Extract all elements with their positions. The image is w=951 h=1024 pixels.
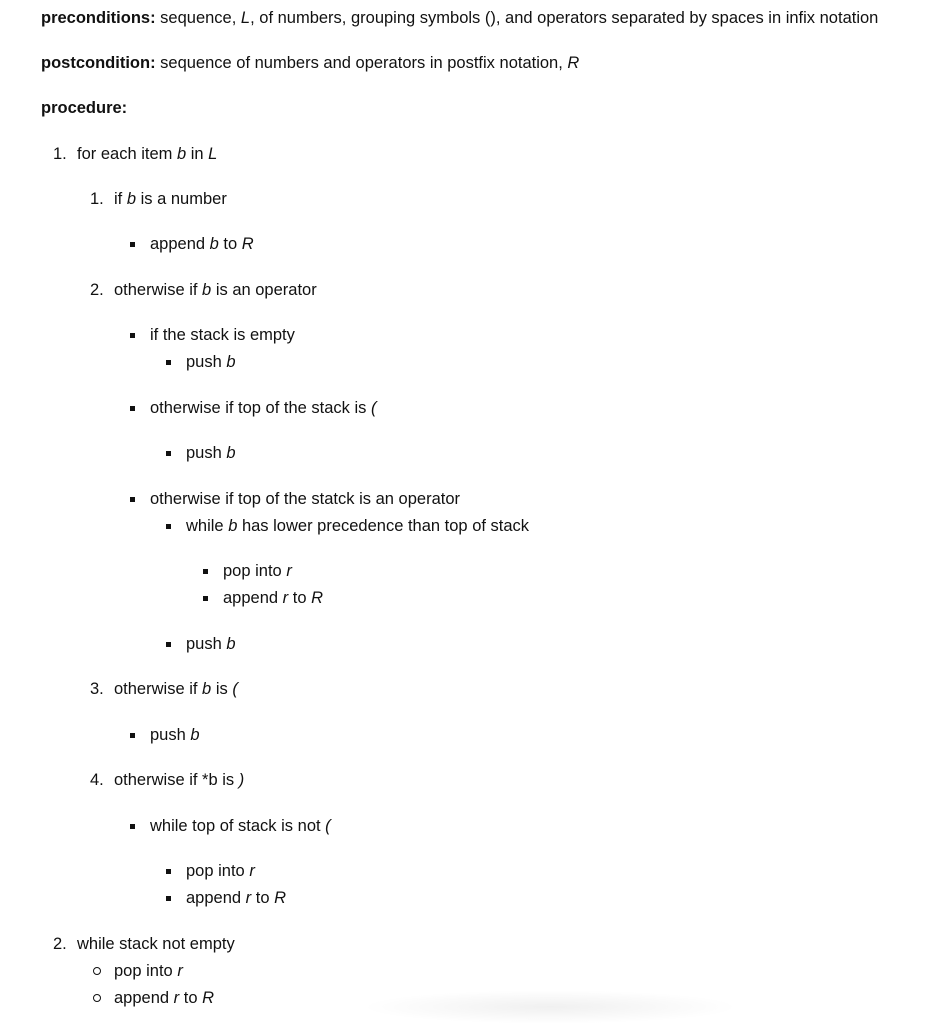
text: otherwise if top of the statck is an operator <box>150 490 460 508</box>
list-item <box>150 398 377 418</box>
text: push <box>186 353 227 371</box>
step-number: 2. <box>90 281 104 299</box>
list-item <box>150 234 254 254</box>
text: append <box>186 889 246 907</box>
text: push <box>150 726 191 744</box>
square-bullet-icon <box>130 242 135 247</box>
var-b: b <box>202 281 212 299</box>
text: is a number <box>136 190 227 208</box>
list-item <box>186 861 255 881</box>
text: is <box>211 680 233 698</box>
square-bullet-icon <box>166 524 171 529</box>
list-item-step-1-4 <box>90 770 245 790</box>
text: if <box>114 190 127 208</box>
square-bullet-icon <box>130 824 135 829</box>
list-item <box>186 352 236 372</box>
text: has lower precedence than top of stack <box>237 517 530 535</box>
text: to <box>251 889 275 907</box>
var-b: b <box>176 145 187 163</box>
text: append <box>150 235 210 253</box>
list-item <box>150 325 295 345</box>
square-bullet-icon <box>130 733 135 738</box>
text: push <box>186 635 227 653</box>
var-R: R <box>241 235 254 253</box>
list-item-step-2 <box>53 934 235 954</box>
step-number: 1. <box>90 190 104 208</box>
square-bullet-icon <box>166 642 171 647</box>
var-r: r <box>249 862 255 880</box>
list-item <box>150 489 460 509</box>
list-item-step-1-3 <box>90 679 238 699</box>
list-item <box>186 443 236 463</box>
preconditions-line <box>41 8 878 28</box>
paren: ( <box>325 817 331 835</box>
text: is an operator <box>211 281 317 299</box>
paren: ( <box>232 680 238 698</box>
list-item <box>186 888 286 908</box>
list-item <box>150 725 200 745</box>
var-b: b <box>228 517 238 535</box>
square-bullet-icon <box>130 497 135 502</box>
text: pop into <box>114 962 178 980</box>
step-number: 3. <box>90 680 104 698</box>
bottom-shadow <box>360 990 740 1024</box>
var-r: r <box>173 989 180 1007</box>
var-R: R <box>567 54 580 72</box>
var-R: R <box>202 989 215 1007</box>
text: while top of stack is not <box>150 817 326 835</box>
square-bullet-icon <box>130 333 135 338</box>
square-bullet-icon <box>166 896 171 901</box>
text: otherwise if *b is <box>114 771 239 789</box>
square-bullet-icon <box>166 451 171 456</box>
text: push <box>186 444 227 462</box>
var-b: b <box>226 444 236 462</box>
square-bullet-icon <box>166 360 171 365</box>
text: otherwise if <box>114 281 203 299</box>
list-item <box>186 516 529 536</box>
square-bullet-icon <box>203 596 208 601</box>
text: otherwise if top of the stack is <box>150 399 372 417</box>
var-b: b <box>209 235 219 253</box>
text: in <box>186 145 209 163</box>
text: sequence, <box>155 9 241 27</box>
var-r: r <box>177 962 183 980</box>
text: otherwise if <box>114 680 203 698</box>
text: to <box>179 989 203 1007</box>
var-R: R <box>274 889 287 907</box>
postcondition-line <box>41 53 579 73</box>
var-R: R <box>311 589 324 607</box>
text: while <box>186 517 229 535</box>
circle-bullet-icon <box>93 994 101 1002</box>
list-item <box>114 988 214 1008</box>
text: if the stack is empty <box>150 326 295 344</box>
paren: ) <box>238 771 245 789</box>
list-item <box>150 816 331 836</box>
var-b: b <box>226 353 236 371</box>
text: to <box>288 589 312 607</box>
text: append <box>223 589 283 607</box>
text: pop into <box>223 562 287 580</box>
preconditions-label: preconditions: <box>41 9 156 27</box>
postcondition-label: postcondition: <box>41 54 156 72</box>
text: sequence of numbers and operators in postfix notation, <box>155 54 568 72</box>
text: to <box>218 235 242 253</box>
paren: ( <box>371 399 377 417</box>
step-number: 2. <box>53 935 67 953</box>
procedure-label: procedure: <box>41 99 128 117</box>
list-item <box>223 561 292 581</box>
list-item-step-1 <box>53 144 218 164</box>
text: , of numbers, grouping symbols (), and operators separated by spaces in infix notation <box>250 9 879 27</box>
var-L: L <box>240 9 251 27</box>
var-L: L <box>208 145 218 163</box>
square-bullet-icon <box>166 869 171 874</box>
var-r: r <box>245 889 252 907</box>
square-bullet-icon <box>203 569 208 574</box>
list-item <box>186 634 236 654</box>
list-item-step-1-1 <box>90 189 227 209</box>
step-number: 4. <box>90 771 104 789</box>
var-b: b <box>202 680 212 698</box>
var-r: r <box>286 562 292 580</box>
text: for each item <box>77 145 177 163</box>
var-b: b <box>226 635 236 653</box>
var-b: b <box>126 190 137 208</box>
var-b: b <box>190 726 200 744</box>
text: pop into <box>186 862 250 880</box>
list-item <box>114 961 183 981</box>
step-number: 1. <box>53 145 67 163</box>
text: append <box>114 989 174 1007</box>
list-item <box>223 588 323 608</box>
circle-bullet-icon <box>93 967 101 975</box>
text: while stack not empty <box>77 935 235 953</box>
square-bullet-icon <box>130 406 135 411</box>
var-r: r <box>282 589 289 607</box>
list-item-step-1-2 <box>90 280 317 300</box>
